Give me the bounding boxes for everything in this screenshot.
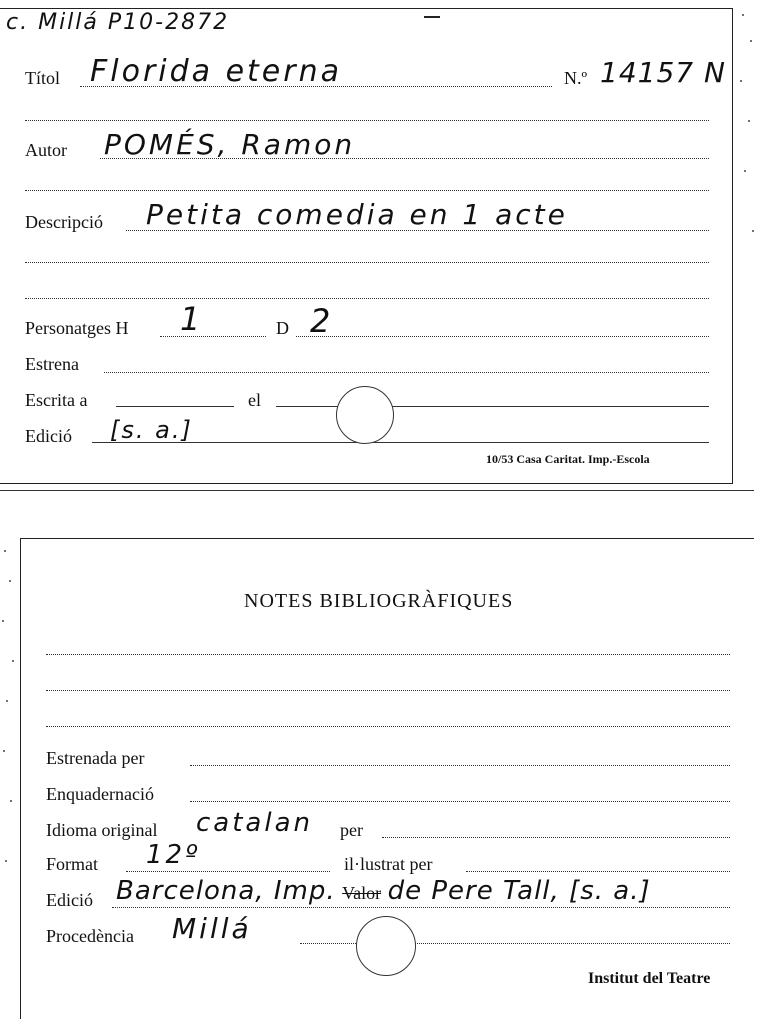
written-place-line	[116, 406, 234, 407]
scan-noise-left	[0, 540, 18, 940]
author-line-2	[25, 190, 709, 191]
characters-label: Personatges H	[25, 318, 129, 338]
catalog-note: c. Millá P10-2872	[6, 10, 230, 35]
card-divider	[0, 490, 754, 491]
edition-label-back: Edició	[46, 890, 93, 910]
illustrated-line	[466, 871, 730, 872]
characters-d-line	[296, 336, 709, 337]
format-value: 12º	[146, 840, 201, 870]
notes-line-1	[46, 654, 730, 655]
characters-d-label: D	[276, 318, 289, 338]
written-label: Escrita a	[25, 390, 88, 410]
corner-dash	[424, 16, 440, 18]
printer-footer: 10/53 Casa Caritat. Imp.-Escola	[486, 452, 650, 466]
original-language-label: Idioma original	[46, 820, 158, 840]
description-label: Descripció	[25, 212, 103, 232]
notes-line-2	[46, 690, 730, 691]
per-label: per	[340, 820, 363, 840]
author-label: Autor	[25, 140, 67, 160]
description-line-3	[25, 298, 709, 299]
format-line	[126, 871, 330, 872]
characters-d-value: 2	[310, 302, 334, 340]
author-value: POMÉS, Ramon	[104, 128, 356, 161]
description-value: Petita comedia en 1 acte	[146, 198, 568, 231]
characters-h-line	[160, 336, 266, 337]
binding-line	[190, 801, 730, 802]
scan-noise-right	[736, 10, 758, 310]
edition-label: Edició	[25, 426, 72, 446]
edition-value: [s. a.]	[110, 416, 193, 444]
institution-label: Institut del Teatre	[588, 970, 711, 987]
premiered-by-line	[190, 765, 730, 766]
edition-value-struck: Valor	[342, 883, 382, 903]
author-line	[100, 158, 709, 159]
binding-label: Enquadernació	[46, 784, 154, 804]
illustrated-label: il·lustrat per	[344, 854, 433, 874]
written-el-label: el	[248, 390, 261, 410]
description-line-2	[25, 262, 709, 263]
characters-h-value: 1	[180, 300, 204, 338]
title-line-2	[25, 120, 709, 121]
notes-line-3	[46, 726, 730, 727]
premiere-line	[104, 372, 709, 373]
title-label: Títol	[25, 68, 60, 88]
title-value: Florida eterna	[90, 54, 342, 89]
premiered-by-label: Estrenada per	[46, 748, 145, 768]
format-label: Format	[46, 854, 98, 874]
edition-value-part2: de Pere Tall, [s. a.]	[387, 876, 651, 906]
number-label: N.º	[564, 68, 588, 88]
edition-line-back	[112, 907, 730, 908]
edition-line	[92, 442, 709, 443]
edition-value-part1: Barcelona, Imp.	[116, 876, 336, 906]
stamp-circle-back	[356, 916, 416, 976]
number-value: 14157 N	[600, 56, 726, 89]
stamp-circle	[336, 386, 394, 444]
original-language-line	[382, 837, 730, 838]
original-language-value: catalan	[196, 808, 313, 838]
edition-value-back	[116, 876, 651, 906]
bibliographic-heading: NOTES BIBLIOGRÀFIQUES	[244, 590, 514, 612]
provenance-value: Millá	[172, 912, 252, 945]
premiere-label: Estrena	[25, 354, 79, 374]
provenance-label: Procedència	[46, 926, 134, 946]
description-line	[126, 230, 709, 231]
